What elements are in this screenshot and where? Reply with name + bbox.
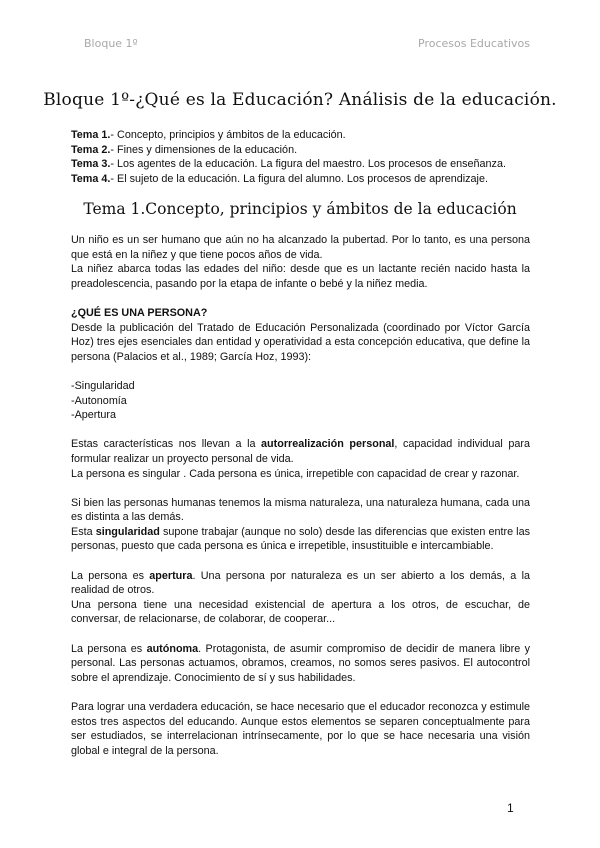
topic-label: Tema 1. xyxy=(71,129,111,141)
keyword-autorrealizacion: autorrealización personal xyxy=(261,438,395,451)
persona-paragraph-3: La persona es singular . Cada persona es única, irrepetible con capacidad de crear y razonar. xyxy=(71,467,520,480)
persona-paragraph-4: Si bien las personas humanas tenemos la misma naturaleza, una naturaleza humana, cada una es distinta a las demás. xyxy=(71,496,530,524)
topic-label: Tema 4. xyxy=(71,172,111,185)
axis-item-apertura: -Apertura xyxy=(71,409,117,422)
topic-item xyxy=(71,157,541,172)
persona-paragraph-8: La persona es autónoma. Protagonista, de asumir compromiso de decidir de manera libre y personal. Las personas actuamos, obramos, creamos, no somos seres pasivos. El autocontrol sobre el aprendizaje. Conocimiento de sí y sus habilidades. xyxy=(71,642,530,684)
header-right: Procesos Educativos xyxy=(418,37,530,50)
keyword-apertura: apertura xyxy=(149,569,193,582)
body-text xyxy=(71,233,530,758)
persona-paragraph-9: Para lograr una verdadera educación, se hace necesario que el educador reconozca y estimule estos tres aspectos del educando. Aunque estos elementos se separen conceptualmente para ser estudiados, se interrelacionan intrínsecamente, por lo que se hace necesaria una visión global e integral de la persona. xyxy=(71,701,530,757)
topic-text: - Los agentes de la educación. La figura del maestro. Los procesos de enseñanza. xyxy=(110,158,506,171)
intro-paragraph-1: Un niño es un ser humano que aún no ha alcanzado la pubertad. Por lo tanto, es una persona que está en la niñez y que tiene pocos años de vida. xyxy=(71,234,530,261)
topic-item xyxy=(71,143,541,158)
topic-label: Tema 2. xyxy=(71,143,111,156)
topic-text: - El sujeto de la educación. La figura del alumno. Los procesos de aprendizaje. xyxy=(110,172,488,185)
topic-text: - Concepto, principios y ámbitos de la educación. xyxy=(110,129,346,141)
intro-paragraph-2: La niñez abarca todas las edades del niño: desde que es un lactante recién nacido hasta la preadolescencia, pasando por la etapa de infante o bebé y la niñez media. xyxy=(71,263,530,290)
persona-paragraph-1: Desde la publicación del Tratado de Educación Personalizada (coordinado por Víctor García Hoz) tres ejes esenciales dan entidad y operatividad a esta concepción educativa, que define la persona (Palacios et al., 1989; García Hoz, 1993): xyxy=(71,321,530,363)
persona-paragraph-5: Esta singularidad supone trabajar (aunque no solo) desde las diferencias que existen entre las personas, puesto que cada persona es única e irrepetible, insustituible e intercambiable. xyxy=(71,525,530,553)
keyword-singularidad: singularidad xyxy=(95,525,160,538)
topic-label: Tema 3. xyxy=(71,158,111,171)
axis-item-autonomia: -Autonomía xyxy=(71,394,127,407)
header-left: Bloque 1º xyxy=(84,37,138,50)
axis-item-singularidad: -Singularidad xyxy=(71,379,135,392)
page-number: 1 xyxy=(507,801,514,815)
persona-heading: ¿QUÉ ES UNA PERSONA? xyxy=(71,306,208,319)
section-title: Tema 1.Concepto, principios y ámbitos de la educación xyxy=(83,200,517,218)
page-title: Bloque 1º-¿Qué es la Educación? Análisis de la educación. xyxy=(43,90,557,110)
keyword-autonoma: autónoma xyxy=(146,642,199,655)
topic-text: - Fines y dimensiones de la educación. xyxy=(110,143,298,156)
topic-list xyxy=(71,128,541,186)
topic-item xyxy=(71,128,541,143)
persona-paragraph-2: Estas características nos llevan a la autorrealización personal, capacidad individual para formular realizar un proyecto personal de vida. xyxy=(71,438,530,465)
persona-paragraph-7: Una persona tiene una necesidad existencial de apertura a los otros, de escuchar, de conversar, de relacionarse, de colaborar, de cooperar... xyxy=(71,598,530,626)
persona-paragraph-6: La persona es apertura. Una persona por naturaleza es un ser abierto a los demás, a la realidad de otros. xyxy=(71,569,530,597)
topic-item xyxy=(71,172,541,187)
